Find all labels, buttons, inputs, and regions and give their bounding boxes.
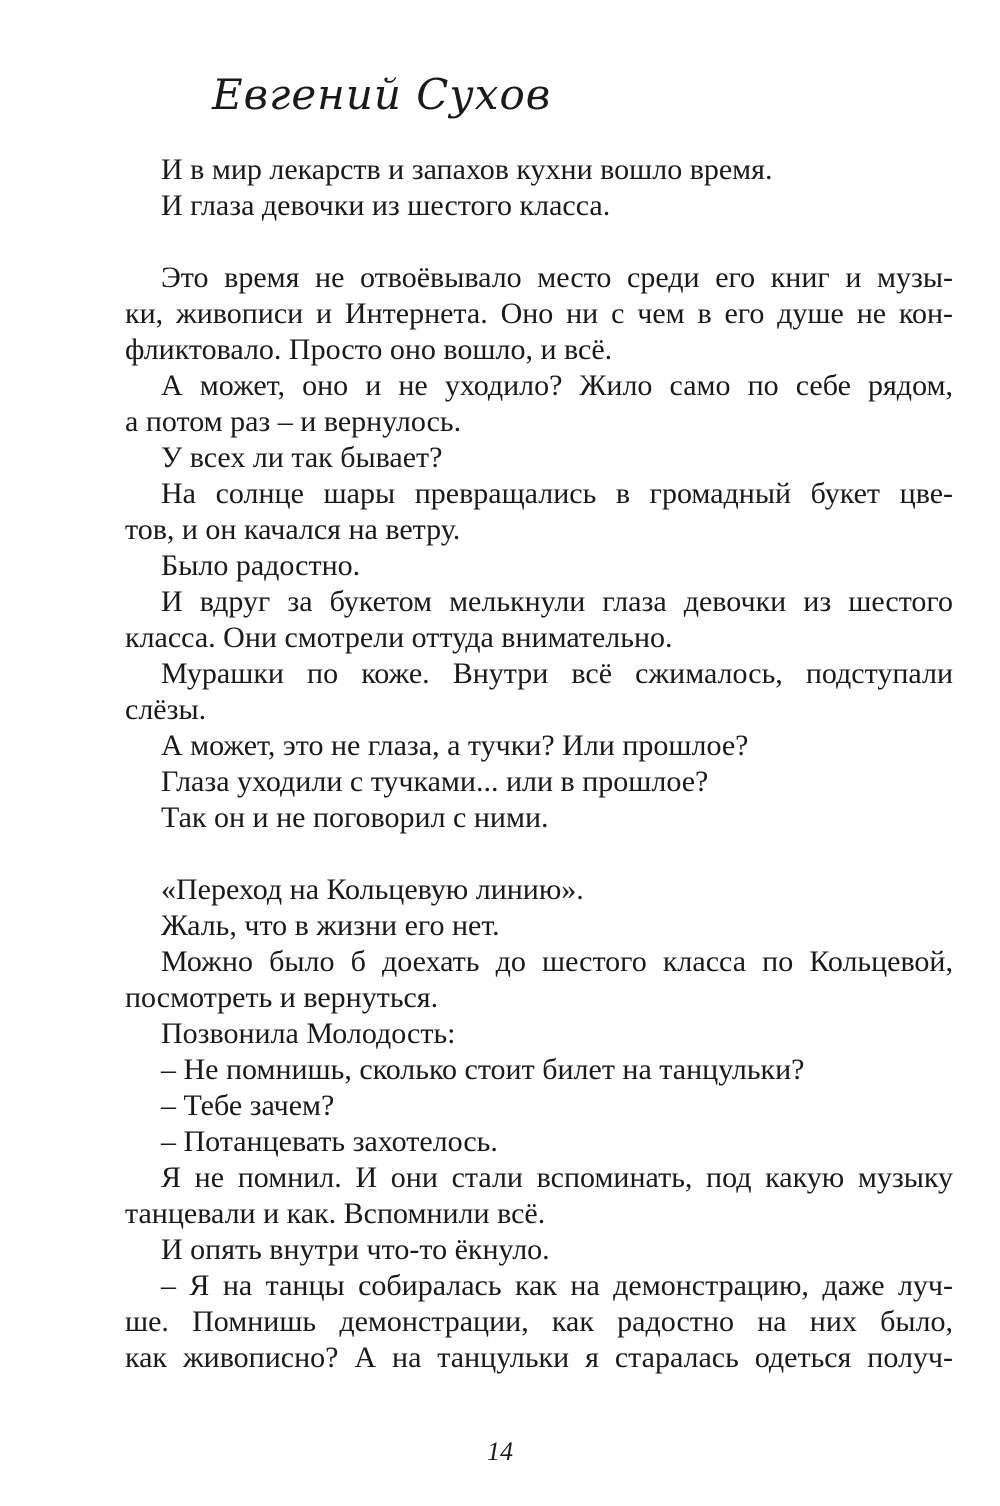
text-line: Так он и не поговорил с ними. — [161, 801, 549, 834]
text-line: Глаза уходили с тучками... или в прошлое? — [161, 765, 709, 798]
running-header-author: Евгений Сухов — [212, 70, 552, 119]
body-text — [125, 152, 953, 1376]
text-line: А может, оно и не уходило? Жило само по себе рядом, — [161, 369, 953, 402]
text-line: тов, и он качался на ветру. — [125, 513, 461, 546]
text-line: класса. Они смотрели оттуда внимательно. — [125, 621, 673, 654]
text-line: а потом раз – и вернулось. — [125, 405, 462, 438]
text-line: – Потанцевать захотелось. — [161, 1125, 498, 1158]
paragraph-gap — [125, 836, 953, 872]
text-line: И опять внутри что-то ёкнуло. — [161, 1233, 550, 1266]
text-line: Можно было б доехать до шестого класса по Кольцевой, — [161, 945, 953, 978]
text-line: И вдруг за букетом мелькнули глаза девочки из шестого — [161, 585, 953, 618]
text-line: фликтовало. Просто оно вошло, и всё. — [125, 333, 613, 366]
text-line: – Тебе зачем? — [161, 1089, 335, 1122]
text-line: И в мир лекарств и запахов кухни вошло время. — [161, 153, 773, 186]
text-line: Это время не отвоёвывало место среди его книг и музы- — [161, 261, 953, 294]
text-line: ше. Помнишь демонстрации, как радостно на них было, — [125, 1305, 953, 1338]
text-line: И глаза девочки из шестого класса. — [161, 189, 611, 222]
text-line: танцевали и как. Вспомнили всё. — [125, 1197, 546, 1230]
text-line: А может, это не глаза, а тучки? Или прошлое? — [161, 729, 749, 762]
text-line: «Переход на Кольцевую линию». — [161, 873, 584, 906]
text-line: – Не помнишь, сколько стоит билет на танцульки? — [161, 1053, 805, 1086]
text-line: Позвонила Молодость: — [161, 1017, 456, 1050]
text-line: Мурашки по коже. Внутри всё сжималось, подступали — [161, 657, 953, 690]
text-line: Было радостно. — [161, 549, 361, 582]
text-line: – Я на танцы собиралась как на демонстрацию, даже луч- — [161, 1269, 953, 1302]
paragraph-gap — [125, 224, 953, 260]
text-line: У всех ли так бывает? — [161, 441, 443, 474]
text-line: Жаль, что в жизни его нет. — [161, 909, 500, 942]
text-line: слёзы. — [125, 693, 207, 726]
page-number: 14 — [487, 1437, 513, 1466]
text-line: посмотреть и вернуться. — [125, 981, 439, 1014]
text-line: ки, живописи и Интернета. Оно ни с чем в его душе не кон- — [125, 297, 953, 330]
text-line: как живописно? А на танцульки я старалась одеться получ- — [125, 1341, 953, 1374]
text-line: На солнце шары превращались в громадный букет цве- — [161, 477, 953, 510]
text-line: Я не помнил. И они стали вспоминать, под какую музыку — [161, 1161, 953, 1194]
